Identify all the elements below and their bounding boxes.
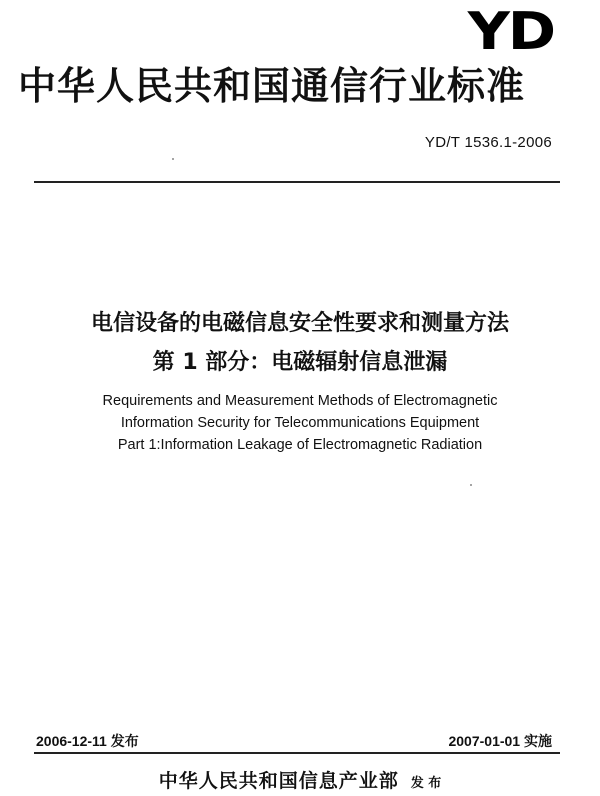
chinese-title-line-2: 第 1 部分：电磁辐射信息泄漏	[152, 350, 448, 375]
english-title-line-1: Requirements and Measurement Methods of Electromagnetic	[102, 393, 498, 409]
publisher-line	[0, 766, 600, 793]
yd-logo: YD	[467, 2, 554, 62]
issue-date: 2006-12-11 发布	[36, 733, 139, 749]
bottom-divider	[34, 752, 560, 754]
scan-speck	[470, 484, 472, 486]
implementation-date: 2007-01-01 实施	[448, 733, 552, 749]
chinese-title-line-1: 电信设备的电磁信息安全性要求和测量方法	[90, 311, 509, 336]
scan-speck	[172, 158, 174, 160]
english-title-line-3: Part 1:Information Leakage of Electromagnetic Radiation	[117, 437, 483, 453]
standard-number: YD/T 1536.1-2006	[424, 134, 552, 151]
publisher-organization: 中华人民共和国信息产业部	[158, 770, 399, 792]
top-divider	[34, 181, 560, 183]
english-title-line-2: Information Security for Telecommunications Equipment	[120, 415, 480, 431]
publisher-action: 发 布	[410, 776, 442, 791]
standard-category-title: 中华人民共和国通信行业标准	[18, 64, 526, 108]
